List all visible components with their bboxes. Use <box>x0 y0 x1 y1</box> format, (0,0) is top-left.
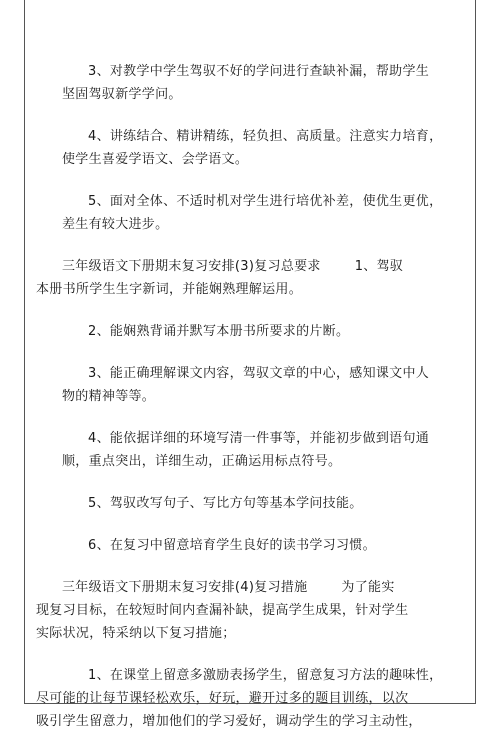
text-line: 2、能娴熟背诵并默写本册书所要求的片断。 <box>88 324 350 339</box>
text-fragment: 1、驾驭 <box>354 259 404 274</box>
text-line: 顺，重点突出，详细生动，正确运用标点符号。 <box>62 454 342 469</box>
text-line: 3、对教学中学生驾驭不好的学问进行查缺补漏，帮助学生 <box>88 64 430 79</box>
paragraph-writing <box>62 427 442 473</box>
text-line: 3、能正确理解课文内容，驾驭文章的中心，感知课文中人 <box>88 366 430 381</box>
text-line: 4、能依据详细的环境写清一件事等，并能初步做到语句通 <box>88 431 430 446</box>
paragraph-sentences <box>62 492 442 515</box>
text-line: 5、驾驭改写句子、写比方句等基本学问技能。 <box>88 496 363 511</box>
text-line: 尽可能的让每节课轻松欢乐，好玩，避开过多的题目训练，以次 <box>36 691 409 706</box>
paragraph-reading-habits <box>62 534 442 557</box>
text-line: 1、在课堂上留意多激励表扬学生，留意复习方法的趣味性， <box>88 668 443 683</box>
paragraph-comprehension <box>62 362 442 408</box>
text-line <box>62 255 442 278</box>
paragraph-general-requirements <box>36 255 442 301</box>
section-heading-requirements: 三年级语文下册期末复习安排(3)复习总要求 <box>62 259 321 274</box>
text-line: 使学生喜爱学语文、会学语文。 <box>62 152 249 167</box>
text-line: 实际状况，特采纳以下复习措施； <box>36 626 236 641</box>
text-fragment: 为了能实 <box>341 580 395 595</box>
text-line: 坚固驾驭新学学问。 <box>62 87 182 102</box>
text-line: 现复习目标，在较短时间内查漏补缺，提高学生成果，针对学生 <box>36 603 409 618</box>
paragraph-review-gaps <box>62 60 442 106</box>
text-line: 5、面对全体、不适时机对学生进行培优补差，使优生更优， <box>88 194 443 209</box>
text-line: 差生有较大进步。 <box>62 217 169 232</box>
text-line <box>62 576 442 599</box>
paragraph-classroom <box>36 664 443 733</box>
section-heading-measures: 三年级语文下册期末复习安排(4)复习措施 <box>62 580 308 595</box>
text-line: 4、讲练结合、精讲精练，轻负担、高质量。注意实力培育， <box>88 129 443 144</box>
paragraph-all-students <box>62 190 442 236</box>
text-line: 物的精神等等。 <box>62 389 156 404</box>
paragraph-recitation <box>62 320 442 343</box>
text-line: 6、在复习中留意培育学生良好的读书学习习惯。 <box>88 538 376 553</box>
paragraph-practice <box>62 125 442 171</box>
paragraph-measures <box>36 576 442 645</box>
text-line: 吸引学生留意力，增加他们的学习爱好，调动学生的学习主动性， <box>36 714 422 729</box>
text-line: 本册书所学生生字新词，并能娴熟理解运用。 <box>36 282 303 297</box>
document-body <box>36 60 443 752</box>
